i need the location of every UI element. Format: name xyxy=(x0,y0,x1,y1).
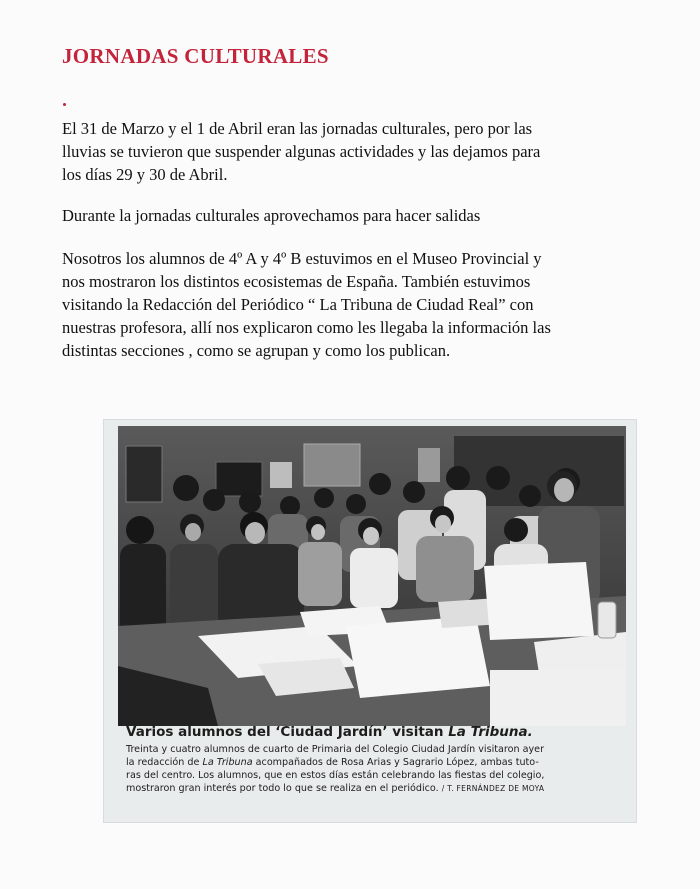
paragraph-outings: Durante la jornadas culturales aprovechamos para hacer salidas xyxy=(62,206,481,225)
classroom-photo xyxy=(118,426,626,726)
page-title: JORNADAS CULTURALES xyxy=(62,44,329,68)
photo-caption xyxy=(126,724,626,795)
newspaper-clipping xyxy=(104,420,636,822)
caption-body-line2-end: acompañados de Rosa Arias y Sagrario López, ambas tuto- xyxy=(252,757,539,768)
caption-body-newspaper: La Tribuna xyxy=(202,757,253,768)
caption-headline xyxy=(126,724,626,741)
caption-body-rest: ras del centro. Los alumnos, que en estos días están celebrando las fiestas del colegio, mostraron gran interés por todo lo que se realiza en el periódico. xyxy=(126,770,545,794)
caption-headline-text: Varios alumnos del ‘Ciudad Jardín’ visitan xyxy=(126,724,449,740)
paragraph-visits: Nosotros los alumnos de 4º A y 4º B estuvimos en el Museo Provincial y nos mostraron los distintos ecosistemas de España. También estuvimos visitando la Redacción del Periódico “ La Tribuna de Ciudad Real” con nuestras profesora, allí nos explicaron como les llegaba la información las distintas secciones , como se agrupan y como los publican. xyxy=(62,249,551,360)
caption-body-line2-start: la redacción de xyxy=(126,757,203,768)
classroom-photo-illustration xyxy=(118,426,626,726)
photo-credit: / T. FERNÁNDEZ DE MOYA xyxy=(441,784,545,793)
caption-body xyxy=(126,743,626,795)
paragraph-dates: El 31 de Marzo y el 1 de Abril eran las jornadas culturales, pero por las lluvias se tuvieron que suspender algunas actividades y las dejamos para los días 29 y 30 de Abril. xyxy=(62,119,541,184)
red-dot-mark xyxy=(63,103,66,106)
caption-body-line1: Treinta y cuatro alumnos de cuarto de Primaria del Colegio Ciudad Jardín visitaron ayer xyxy=(126,744,545,755)
caption-headline-newspaper: La Tribuna. xyxy=(448,724,533,740)
